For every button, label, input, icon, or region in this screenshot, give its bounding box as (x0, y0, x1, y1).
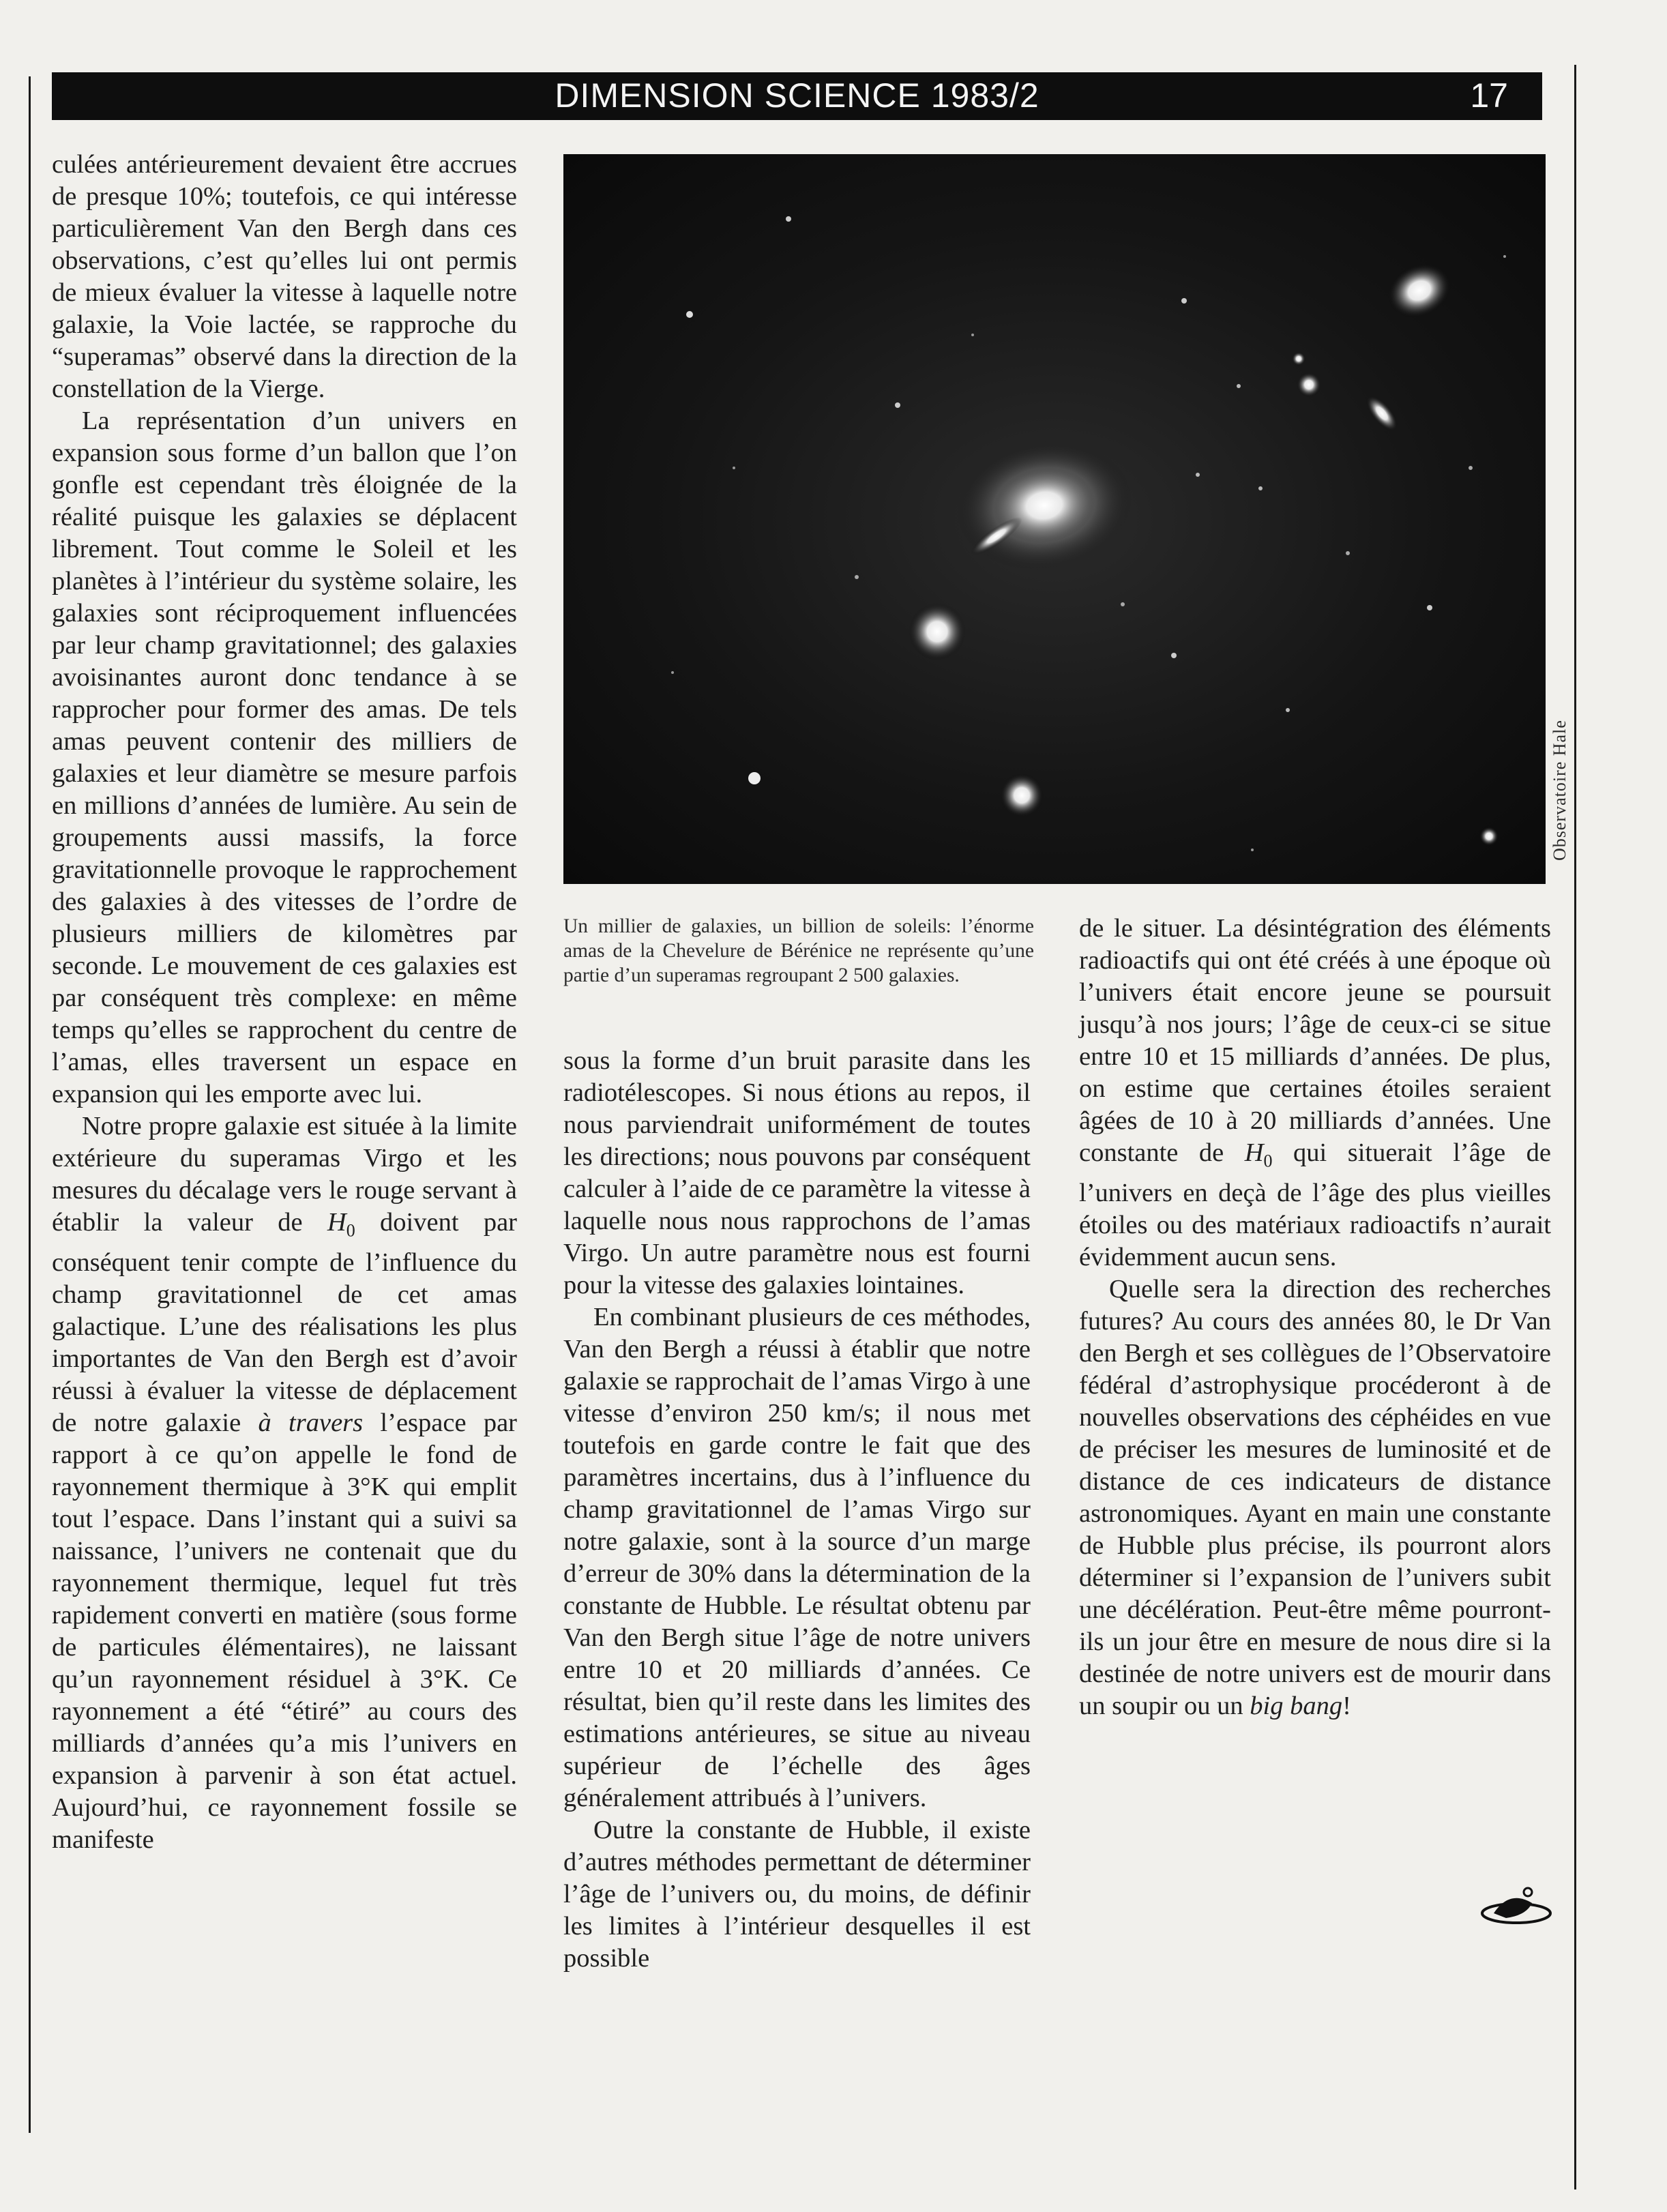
paragraph (52, 1110, 517, 1856)
star (1479, 827, 1499, 846)
star (1469, 466, 1473, 470)
magazine-title: DIMENSION SCIENCE 1983/2 (555, 76, 1039, 115)
paragraph (1079, 1273, 1551, 1722)
star (1503, 255, 1506, 258)
text-run: Notre propre galaxie est située à la limite extérieure du superamas Virgo et les mesures du décalage vers le rouge servant à établir la valeur de (52, 1112, 517, 1237)
italic-text: big bang (1250, 1691, 1343, 1720)
star (748, 772, 761, 784)
column-2 (563, 1045, 1031, 1975)
lenticular-galaxy (1361, 390, 1404, 436)
hubble-subscript: 0 (346, 1220, 355, 1241)
hubble-subscript: 0 (1263, 1151, 1273, 1171)
italic-text: à travers (258, 1408, 364, 1437)
bright-galaxy (909, 603, 966, 660)
paragraph: En combinant plusieurs de ces méthodes, Van den Bergh a réussi à établir que notre galaxie se rapprochait de l’amas Virgo à une vitesse d’environ 250 km/s; il nous met toutefois en garde contre le fait que des paramètres incertains, dus à l’influence du champ gravitationnel de l’amas Virgo sur notre galaxie, sont à la source d’un marge d’erreur de 30% dans la détermination de la constante de Hubble. Le résultat obtenu par Van den Bergh situe l’âge de notre univers entre 10 et 20 milliards d’années. Ce résultat, bien qu’il reste dans les limites des estimations antérieures, se situe au niveau supérieur de l’échelle des âges généralement attribués à l’univers. (563, 1303, 1031, 1812)
star (1196, 473, 1200, 477)
star (671, 671, 674, 674)
star (1258, 486, 1263, 490)
star (1237, 384, 1241, 388)
star (786, 216, 791, 222)
hubble-symbol: H (327, 1208, 346, 1237)
left-column-rule (29, 76, 31, 2133)
column-1 (52, 149, 517, 1856)
star (1292, 352, 1305, 366)
text-run: qui situerait l’âge de l’univers en deçà de l’âge des plus vieilles étoiles ou des matériaux radioactifs n’aurait évidemment aucun sens. (1079, 1138, 1551, 1271)
star (1251, 849, 1254, 851)
star (1427, 605, 1432, 610)
compact-galaxy (1297, 372, 1321, 397)
text-run: de le situer. La désintégration des éléments radioactifs qui ont été créés à une époque où l’univers était encore jeune se poursuit jusqu’à nos jours; l’âge de ceux-ci se situe entre 10 et 15 milliards d’années. De plus, on estime que certaines étoiles seraient âgées de 10 à 20 milliards d’années. Une constante de (1079, 914, 1551, 1167)
star (1121, 602, 1125, 606)
paragraph: culées antérieurement devaient être accrues de presque 10%; toutefois, ce qui intéresse particulièrement Van den Bergh dans ces observations, c’est qu’elles lui ont permis de mieux évaluer la vitesse à laquelle notre galaxie, la Voie lactée, se rapproche du “superamas” observé dans la direction de la constellation de la Vierge. (52, 150, 517, 403)
paragraph: Outre la constante de Hubble, il existe d’autres méthodes permettant de déterminer l’âge de l’univers ou, du moins, de définir les limites à l’intérieur desquelles il est possible (563, 1816, 1031, 1973)
text-run: ! (1342, 1691, 1351, 1720)
page-number: 17 (1470, 76, 1508, 115)
photo-credit: Observatoire Hale (1550, 720, 1569, 861)
galaxy-field-illustration (563, 154, 1546, 884)
round-galaxy (1000, 773, 1044, 817)
paragraph: La représentation d’un univers en expansion sous forme d’un ballon que l’on gonfle est cependant très éloignée de la réalité puisque les galaxies se déplacent librement. Tout comme le Soleil et les planètes à l’intérieur du système solaire, les galaxies sont réciproquement influencées par leur champ gravitationnel; des galaxies avoisinantes auront donc tendance à se rapprocher pour former des amas. De tels amas peuvent contenir des milliers de galaxies et leur diamètre se mesure parfois en millions d’années de lumière. Au sein de groupements aussi massifs, la force gravitationnelle provoque le rapprochement des galaxies à des vitesses de l’ordre de plusieurs milliers de kilomètres par seconde. Le mouvement de ces galaxies est par conséquent très complexe: en même temps qu’elles se rapprochent du centre de l’amas, elles traversent un espace en expansion qui les emporte avec lui. (52, 407, 517, 1108)
star (1171, 653, 1177, 658)
star (971, 334, 974, 336)
photo-caption: Un millier de galaxies, un billion de soleils: l’énorme amas de la Chevelure de Bérénice ne représente qu’une partie d’un superamas regroupant 2 500 galaxies. (563, 915, 1034, 986)
star (895, 402, 900, 408)
text-run: doivent par conséquent tenir compte de l’influence du champ gravitationnel de cet amas galactique. L’une des réalisations les plus importantes de Van den Bergh est d’avoir réussi à évaluer la vitesse de déplacement de notre galaxie (52, 1208, 518, 1437)
star (686, 311, 693, 318)
right-margin-rule (1574, 65, 1576, 2189)
galaxy-cluster-photo (563, 154, 1546, 884)
article-end-icon (1479, 1883, 1554, 1930)
paragraph: sous la forme d’un bruit parasite dans les radiotélescopes. Si nous étions au repos, il nous parviendrait uniformément de toutes les directions; nous pouvons par conséquent calculer à l’aide de ce paramètre la vitesse à laquelle nous nous rapprochons de l’amas Virgo. Un autre paramètre nous est fourni pour la vitesse des galaxies lointaines. (563, 1046, 1031, 1299)
hubble-symbol: H (1244, 1138, 1264, 1167)
paragraph (1079, 913, 1551, 1273)
text-run: Quelle sera la direction des recherches futures? Au cours des années 80, le Dr Van den Bergh et ses collègues de l’Observatoire fédéral d’astrophysique procéderont à de nouvelles observations des céphéides en vue de préciser les mesures de luminosité et de distance de ces indicateurs de distance astronomiques. Ayant en main une constante de Hubble plus précise, ils pourront alors déterminer si l’expansion de l’univers subit une décélération. Peut-être même pourront-ils un jour être en mesure de nous dire si la destinée de notre univers est de mourir dans un soupir ou un (1079, 1274, 1551, 1720)
star (1346, 551, 1350, 555)
star (1286, 708, 1290, 712)
column-3 (1079, 913, 1551, 1722)
page-header (52, 72, 1542, 120)
star (1181, 298, 1187, 304)
text-run: l’espace par rapport à ce qu’on appelle le fond de rayonnement thermique à 3°K qui emplit tout l’espace. Dans l’instant qui a suivi sa naissance, l’univers ne contenait que du rayonnement thermique, lequel fut très rapidement converti en matière (sous forme de particules élémentaires), ne laissant qu’un rayonnement résiduel à 3°K. Ce rayonnement a été “étiré” au cours des milliards d’années qu’a mis l’univers en expansion à parvenir à son état actuel. Aujourd’hui, ce rayonnement fossile se manifeste (52, 1408, 517, 1854)
star (855, 575, 859, 579)
star (733, 467, 735, 469)
spiral-galaxy (1378, 253, 1460, 327)
